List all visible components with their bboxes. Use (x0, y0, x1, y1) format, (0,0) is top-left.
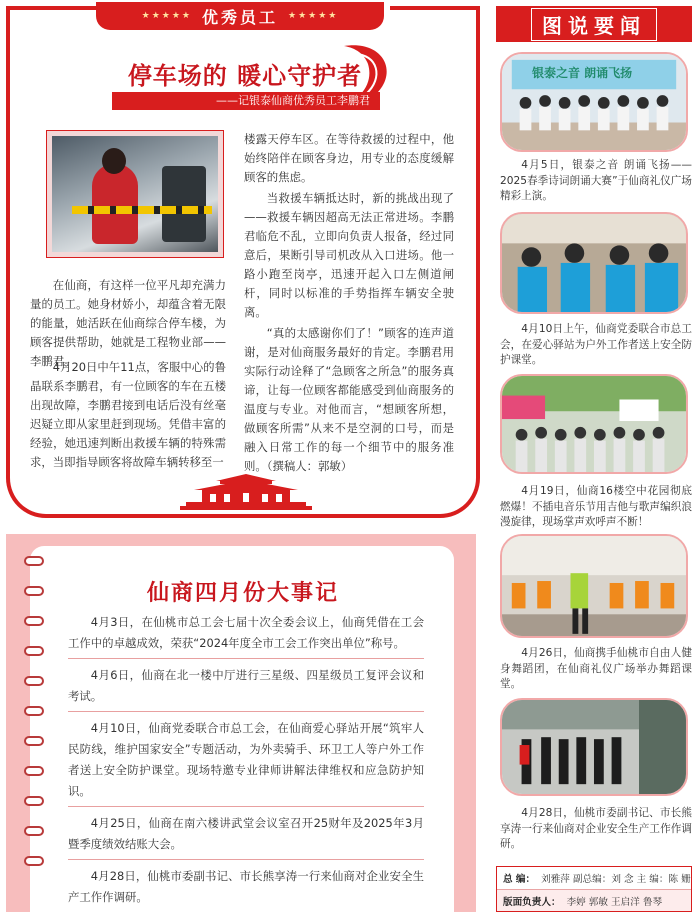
employee-para-1: 在仙商，有这样一位平凡却充满力量的员工。她身材娇小，却蕴含着无限的能量，她活跃在仙商综合停车楼，为顾客提供帮助，她就是工程物业部——李鹏君。 (30, 278, 226, 368)
banner-stars-left: ★★★★★ (141, 11, 192, 21)
news-photo-poetry-contest (500, 52, 688, 152)
banner-stars-right: ★★★★★ (288, 11, 339, 21)
event-item: 4月28日，仙桃市委副书记、市长熊享涛一行来仙商对企业安全生产工作作调研。 (68, 869, 424, 904)
credits-layout-label: 版面负责人： (503, 896, 561, 908)
notebook-rings (24, 556, 44, 876)
credits-editor-label: 总 编： (503, 874, 536, 885)
credits-row-editors (497, 867, 691, 889)
news-caption: 4月5日，银泰之音 朗诵飞扬——2025春季诗词朗诵大赛”于仙商礼仪广场精彩上演。 (500, 159, 692, 202)
credits-layout-values: 李婷 郭敏 王启洋 鲁琴 (566, 896, 663, 908)
employee-para-3: 当救援车辆抵达时，新的挑战出现了——救援车辆因超高无法正常进场。李鹏君临危不乱，立即向负责人报备，经过同意后，果断引导司机改从入口进场。他一路小跑至岗亭，迅速开起入口左侧道闸杆，同时以标准的手势指挥车辆安全驶离。 (244, 191, 454, 319)
news-photo-inspection (500, 698, 688, 796)
picture-news-header-label: 图说要闻 (531, 8, 657, 41)
employee-para-4: “真的太感谢你们了！”顾客的连声道谢，是对仙商服务最好的肯定。李鹏君用实际行动诠释了“急顾客之所急”的服务真谛，让每一位顾客都能感受到仙商服务的温度与专业。对他而言，“想顾客所想，做顾客所需”从来不是空洞的口号，而是融入日常工作的每一个细节中的服务准则。（撰稿人：郭敏） (244, 326, 454, 473)
credits-editor-values: 刘雅萍 副总编：刘 念 主 编：陈 姗 (541, 874, 691, 885)
event-item: 4月10日，仙商党委联合市总工会，在仙商爱心驿站开展“筑牢人民防线，维护国家安全”专题活动，为外卖骑手、环卫工人等户外工作者送上安全防护课堂。现场特邀专业律师讲解法律维权和应急防护知识。 (68, 718, 424, 807)
employee-para-2-cont: 楼露天停车区。在等待救援的过程中，他始终陪伴在顾客身边，用专业的态度缓解顾客的焦虑。 (244, 132, 454, 184)
employee-para-2: 4月20日中午11点，客服中心的鲁晶联系李鹏君，有一位顾客的车在五楼出现故障，李鹏君接到电话后没有丝毫迟疑立即从家里赶到现场。凭借丰富的经验，她迅速判断出救援车辆的特殊需求，当即指导顾客将故障车辆转移至一 (30, 360, 226, 469)
editorial-credits (496, 866, 692, 912)
photo-sign-text: 银泰之音 朗诵飞扬 (532, 66, 633, 80)
picture-news-header (496, 6, 692, 42)
credits-row-layout (497, 889, 691, 911)
employee-photo (52, 136, 218, 252)
employee-banner (96, 2, 384, 30)
employee-article-title: 停车场的 暖心守护者 (127, 61, 363, 90)
events-list (68, 612, 424, 918)
employee-text-col-left-bottom (30, 358, 226, 474)
news-caption: 4月10日上午，仙商党委联合市总工会，在爱心驿站为户外工作者送上安全防护课堂。 (500, 323, 692, 366)
event-item: 4月3日，在仙桃市总工会七届十次全委会议上，仙商凭借在工会工作中的卓越成效，荣获“2024年度全市工会工作突出单位”称号。 (68, 612, 424, 659)
news-photo-music-festival (500, 374, 688, 474)
news-caption: 4月28日，仙桃市委副书记、市长熊享涛一行来仙商对企业安全生产工作作调研。 (500, 807, 692, 850)
news-caption: 4月19日，仙商16楼空中花园彻底燃爆！不插电音乐节用吉他与歌声编织浪漫旋律，现场掌声欢呼声不断！ (500, 485, 692, 528)
event-item: 4月6日，仙商在北一楼中厅进行三星级、四星级员工复评会议和考试。 (68, 665, 424, 712)
tiananmen-icon (180, 472, 312, 512)
event-item: 4月25日，仙商在南六楼讲武堂会议室召开25财年及2025年3月暨季度绩效结账大会。 (68, 813, 424, 860)
employee-text-col-right (244, 130, 454, 478)
employee-article-subtitle: ——记银泰仙商优秀员工李鹏君 (112, 92, 380, 110)
banner-label: 优秀员工 (201, 7, 278, 27)
news-caption: 4月26日，仙商携手仙桃市自由人健身舞蹈团，在仙商礼仪广场举办舞蹈课堂。 (500, 647, 692, 690)
events-title: 仙商四月份大事记 (146, 580, 339, 606)
news-photo-safety-class (500, 212, 688, 314)
news-photo-dance-class (500, 534, 688, 638)
